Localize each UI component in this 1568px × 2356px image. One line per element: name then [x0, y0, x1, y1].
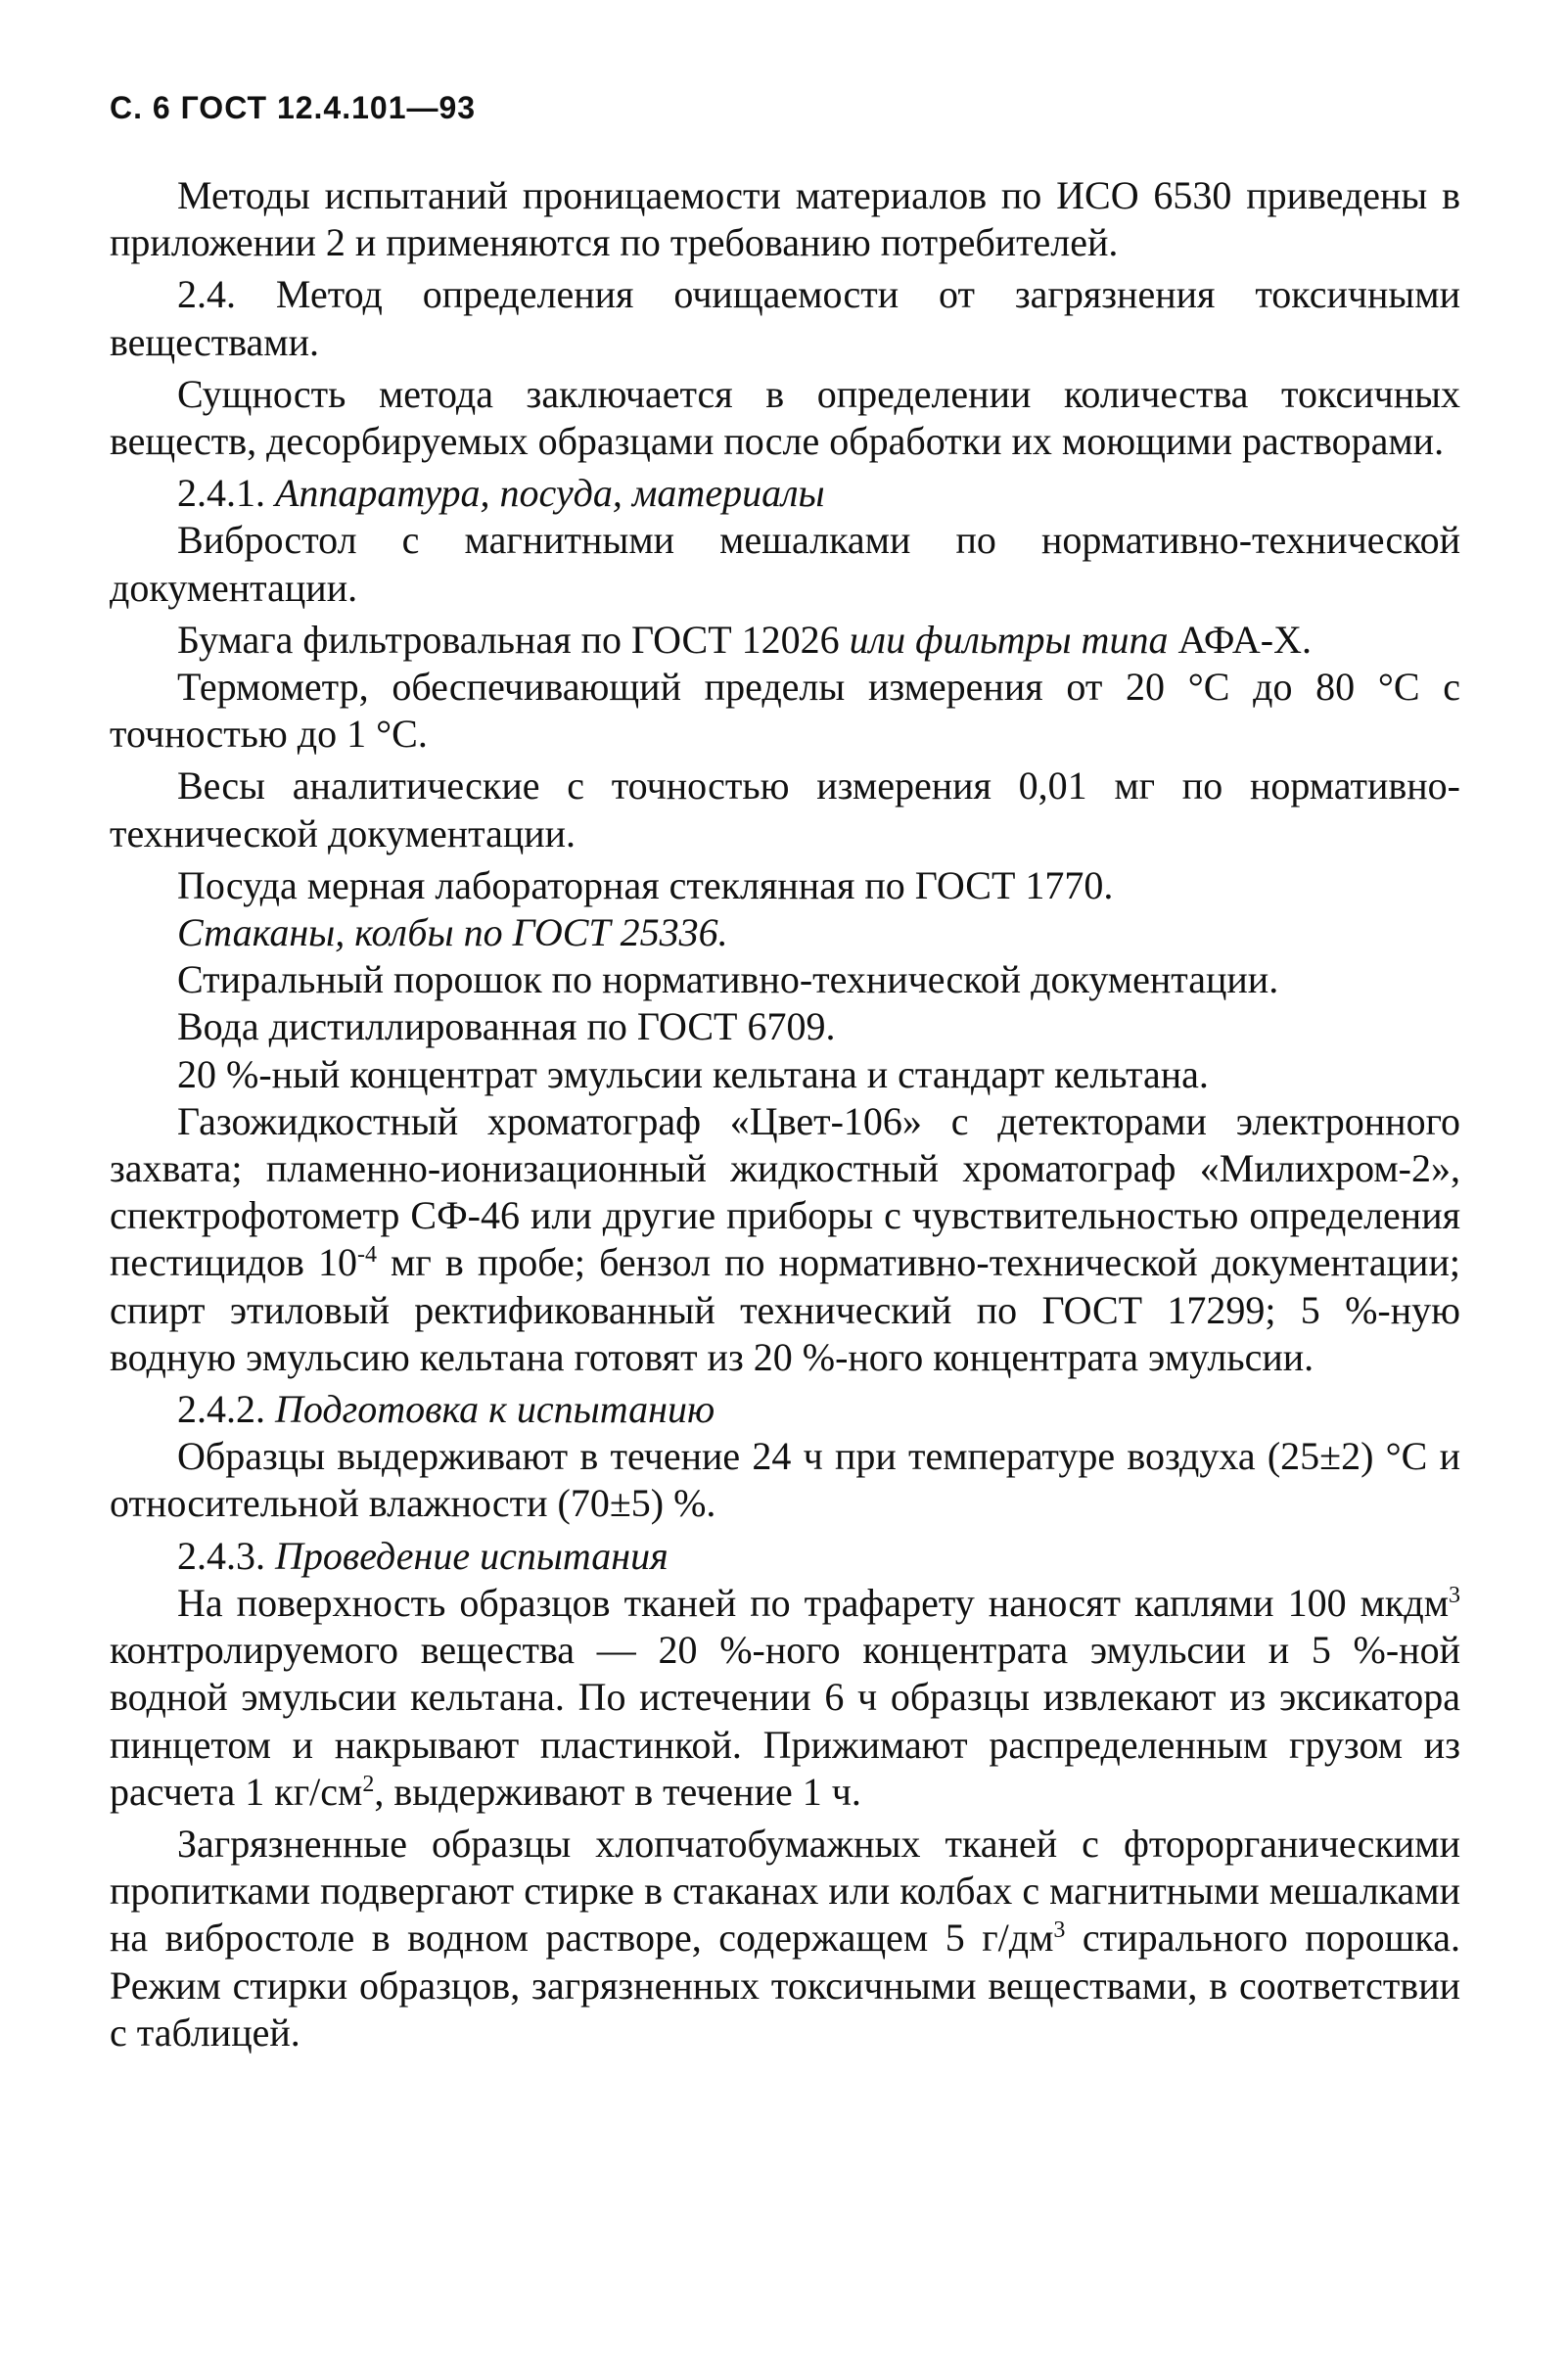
item-washing-powder: Стиральный порошок по нормативно-технической документации. [177, 957, 1279, 1002]
item-chromatograph-tail: мг в пробе; бензол по нормативно-технической документации; спирт этиловый ректификованный технический по ГОСТ 17299; 5 %-ную водную эмульсию кельтана готовят из 20 %-ного концентрата эмульсии. [110, 1240, 1460, 1379]
section-number: 2.4.3. [177, 1533, 275, 1578]
superscript: 3 [1449, 1582, 1460, 1608]
paragraph-test-procedure-text: На поверхность образцов тканей по трафарету наносят каплями 100 мкдм [177, 1580, 1449, 1625]
superscript: 2 [362, 1771, 375, 1797]
item-filter-paper-tail: АФА-Х. [1168, 617, 1312, 662]
item-chromatograph [110, 1098, 1460, 1381]
item-filter-paper-text: Бумага фильтровальная по ГОСТ 12026 [177, 617, 850, 662]
paragraph-test-procedure [110, 1580, 1460, 1816]
document-body [110, 172, 1460, 2061]
paragraph-test-procedure-mid: контролируемого вещества — 20 %-ного концентрата эмульсии и 5 %-ной водной эмульсии кельтана. По истечении 6 ч образцы извлекают из эксикатора пинцетом и накрывают пластинкой. Прижимают распределенным грузом из расчета 1 кг/см [110, 1628, 1460, 1814]
section-title: Подготовка к испытанию [275, 1387, 715, 1432]
paragraph-test-methods: Методы испытаний проницаемости материалов по ИСО 6530 приведены в приложении 2 и применяются по требованию потребителей. [110, 173, 1460, 265]
item-chromatograph-text: Газожидкостный хроматограф «Цвет-106» с детекторами электронного захвата; пламенно-ионизационный жидкостный хроматограф «Милихром-2», спектрофотометр СФ-46 или другие приборы с чувствительностью определения пестицидов 10 [110, 1098, 1460, 1285]
paragraph-conditioning: Образцы выдерживают в течение 24 ч при температуре воздуха (25±2) °С и относительной влажности (70±5) %. [110, 1434, 1460, 1526]
section-title: Проведение испытания [275, 1533, 669, 1578]
section-number: 2.4.1. [177, 471, 275, 516]
item-vibrostol: Вибростол с магнитными мешалками по нормативно-технической документации. [110, 518, 1460, 610]
item-beakers: Стаканы, колбы по ГОСТ 25336. [177, 910, 728, 955]
section-title: Аппаратура, посуда, материалы [275, 471, 825, 516]
paragraph-method-essence: Сущность метода заключается в определении количества токсичных веществ, десорбируемых образцами после обработки их моющими растворами. [110, 371, 1460, 464]
item-glassware: Посуда мерная лабораторная стеклянная по ГОСТ 1770. [177, 862, 1114, 907]
paragraph-washing [110, 1821, 1460, 2056]
superscript: 3 [1053, 1917, 1066, 1944]
section-number: 2.4.2. [177, 1387, 275, 1432]
item-keltan-concentrate: 20 %-ный концентрат эмульсии кельтана и стандарт кельтана. [177, 1051, 1209, 1096]
item-filter-paper [110, 617, 1460, 664]
item-thermometer: Термометр, обеспечивающий пределы измерения от 20 °С до 80 °С с точностью до 1 °С. [110, 665, 1460, 757]
page-header: С. 6 ГОСТ 12.4.101—93 [110, 90, 477, 125]
item-filter-paper-italic: или фильтры типа [849, 617, 1169, 662]
item-scales: Весы аналитические с точностью измерения 0,01 мг по нормативно-технической документации. [110, 763, 1460, 855]
paragraph-test-procedure-tail: , выдерживают в течение 1 ч. [374, 1769, 861, 1814]
superscript: -4 [356, 1242, 377, 1269]
paragraph-washing-text: Загрязненные образцы хлопчатобумажных тканей с фторорганическими пропитками подвергают стирке в стаканах или колбах с магнитными мешалками на вибростоле в водном растворе, содержащем 5 г/дм [110, 1821, 1460, 1961]
section-2-4-1-heading [110, 470, 1460, 517]
section-2-4-2-heading [110, 1386, 1460, 1433]
item-distilled-water: Вода дистиллированная по ГОСТ 6709. [177, 1004, 836, 1049]
section-2-4-3-heading [110, 1533, 1460, 1580]
section-2-4-heading: 2.4. Метод определения очищаемости от загрязнения токсичными веществами. [110, 272, 1460, 364]
paragraph-washing-tail: стирального порошка. Режим стирки образцов, загрязненных токсичными веществами, в соответствии с таблицей. [110, 1916, 1460, 2055]
